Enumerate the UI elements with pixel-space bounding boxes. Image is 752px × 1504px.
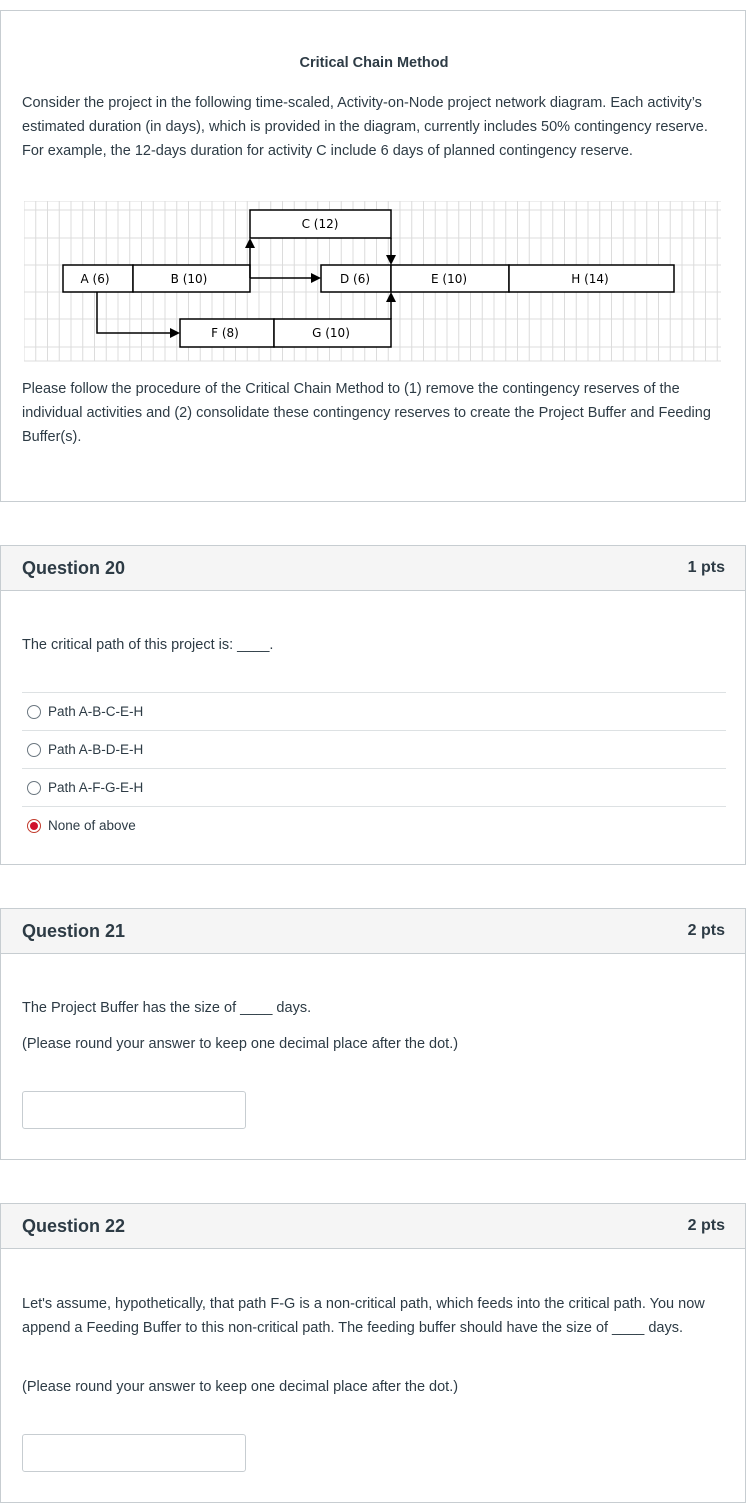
answer-label: Path A-B-C-E-H: [48, 704, 144, 719]
answer-option[interactable]: [22, 806, 726, 844]
answer-option[interactable]: [22, 768, 726, 806]
question-text: The critical path of this project is: ____.: [22, 637, 274, 653]
question-title: Question 21: [22, 921, 126, 941]
activity-b-label: B (10): [170, 272, 208, 286]
question-title: Question 20: [22, 558, 126, 578]
question-note: (Please round your answer to keep one decimal place after the dot.): [22, 1036, 459, 1052]
question-header: [1, 546, 745, 591]
arrowhead-down-e: [386, 255, 396, 265]
answer-label: None of above: [48, 818, 136, 833]
activity-c-label: C (12): [301, 217, 339, 231]
arrowhead-up-e: [386, 292, 396, 302]
answer-label: Path A-F-G-E-H: [48, 780, 144, 795]
activity-h-label: H (14): [571, 272, 609, 286]
activity-a-label: A (6): [80, 272, 110, 286]
question-22: [0, 1203, 746, 1503]
answer-input[interactable]: [22, 1091, 246, 1129]
answer-list: [22, 692, 726, 844]
context-instructions: Please follow the procedure of the Critical Chain Method to (1) remove the contingency reserves of the individual activities and (2) consolidate these contingency reserves to create the Project Buffer and Feeding Buffer(s).: [22, 381, 711, 445]
activity-d-label: D (6): [339, 272, 371, 286]
question-header: [1, 1204, 745, 1249]
answer-label: Path A-B-D-E-H: [48, 742, 144, 757]
question-points: 2 pts: [687, 922, 725, 939]
arrowhead-right-f: [170, 328, 180, 338]
context-paragraph: Consider the project in the following time-scaled, Activity-on-Node project network diagram. Each activity’s estimated duration (in days), which is provided in the diagram, currently includes 50% contingency reserve. For example, the 12-days duration for activity C include 6 days of planned contingency reserve.: [22, 95, 708, 159]
question-context: [0, 10, 746, 502]
question-title: Question 22: [22, 1216, 126, 1236]
network-diagram: [24, 201, 724, 377]
question-note: (Please round your answer to keep one decimal place after the dot.): [22, 1379, 459, 1395]
question-points: 1 pts: [687, 559, 725, 576]
question-header: [1, 909, 745, 954]
question-20: [0, 545, 746, 865]
question-text: The Project Buffer has the size of ____ days.: [22, 1000, 312, 1016]
answer-option[interactable]: [22, 730, 726, 768]
answer-option[interactable]: [22, 692, 726, 730]
question-points: 2 pts: [687, 1217, 725, 1234]
answer-input[interactable]: [22, 1434, 246, 1472]
question-text: Let's assume, hypothetically, that path F-G is a non-critical path, which feeds into the critical path. You now append a Feeding Buffer to this non-critical path. The feeding buffer should have the size of ____ days.: [22, 1296, 705, 1336]
radio-button[interactable]: [27, 743, 41, 757]
radio-button[interactable]: [27, 705, 41, 719]
arrowhead-right-d: [311, 273, 321, 283]
radio-button-selected[interactable]: [27, 819, 41, 833]
context-title: Critical Chain Method: [299, 55, 449, 71]
radio-button[interactable]: [27, 781, 41, 795]
connector-a-f: [97, 292, 174, 333]
activity-f-label: F (8): [211, 326, 239, 340]
activity-g-label: G (10): [312, 326, 350, 340]
activity-e-label: E (10): [430, 272, 468, 286]
arrowhead-up-c: [245, 238, 255, 248]
question-21: [0, 908, 746, 1160]
